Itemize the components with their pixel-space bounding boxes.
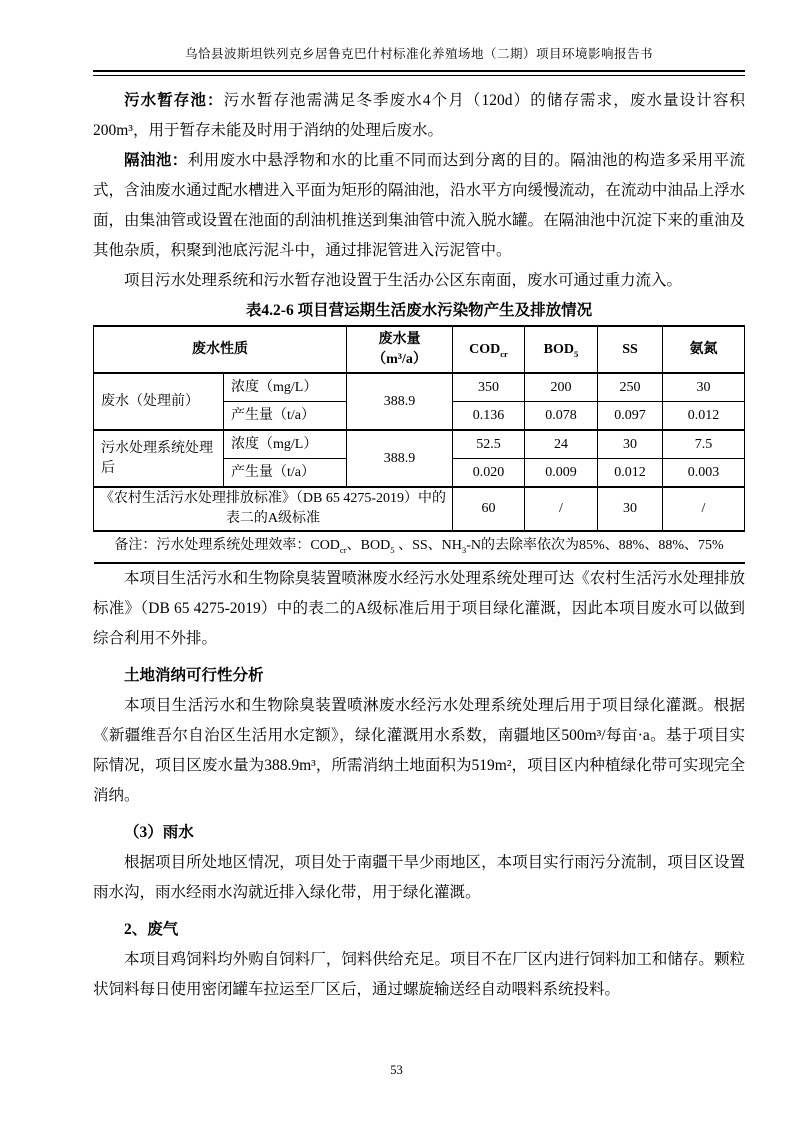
header-cell-ss: SS	[598, 326, 663, 373]
cell-standard-label: 《农村生活污水处理排放标准》（DB 65 4275-2019）中的表二的A级标准	[94, 487, 453, 531]
header-cell-cod	[453, 326, 525, 373]
cell-value: 0.012	[598, 459, 663, 488]
header-title: 乌恰县波斯坦铁列克乡居鲁克巴什村标准化养殖场地（二期）项目环境影响报告书	[184, 47, 653, 61]
header-cell-bod	[525, 326, 598, 373]
bod-subscript: 5	[574, 348, 579, 359]
header-volume-line1: 废水量	[378, 331, 421, 347]
table-title: 表4.2-6 项目营运期生活废水污染物产生及排放情况	[245, 302, 593, 319]
remark-subscript: cr	[339, 544, 347, 555]
header-cell-property: 废水性质	[94, 326, 347, 373]
cell-value: /	[525, 487, 598, 531]
cell-after-label: 污水处理系统处理后	[94, 430, 224, 487]
cell-concentration-label: 浓度（mg/L）	[224, 430, 347, 459]
paragraph-lead-label: 隔油池：	[124, 152, 188, 169]
paragraph-text: 项目污水处理系统和污水暂存池设置于生活办公区东南面，废水可通过重力流入。	[124, 272, 683, 289]
cell-value: 0.003	[663, 459, 745, 488]
paragraph-waste-gas	[93, 945, 745, 1005]
wastewater-pollutant-table	[93, 325, 745, 564]
cell-before-label: 废水（处理前）	[94, 373, 224, 430]
cod-label: COD	[469, 341, 501, 357]
cell-value: 250	[598, 373, 663, 402]
page-content	[0, 76, 793, 1005]
remark-subscript: 5	[390, 544, 395, 555]
page-number: 53	[390, 1063, 403, 1077]
cell-value: 0.078	[525, 402, 598, 431]
cell-value: 52.5	[453, 430, 525, 459]
paragraph-text: 利用废水中悬浮物和水的比重不同而达到分离的目的。隔油池的构造多采用平流式，含油废水通过配水槽进入平面为矩形的隔油池，沿水平方向缓慢流动，在流动中油品上浮水面，由集油管或设置在池面的刮油机推送到集油管中流入脱水罐。在隔油池中沉淀下来的重油及其他杂质，积聚到池底污泥斗中，通过排泥管进入污泥管中。	[93, 152, 745, 259]
remark-text: 、SS、NH	[394, 538, 462, 553]
cell-value: 350	[453, 373, 525, 402]
cell-amount-label: 产生量（t/a）	[224, 402, 347, 431]
header-cell-volume	[347, 326, 453, 373]
paragraph-system-location	[93, 266, 745, 296]
cell-value: 0.020	[453, 459, 525, 488]
paragraph-sewage-storage-pool	[93, 86, 745, 146]
table-row-standard	[94, 487, 745, 531]
cell-value: 30	[598, 430, 663, 459]
paragraph-text: 本项目鸡饲料均外购自饲料厂，饲料供给充足。项目不在厂区内进行饲料加工和储存。颗粒状饲料每日使用密闭罐车拉运至厂区后，通过螺旋输送经自动喂料系统投料。	[93, 951, 745, 998]
paragraph-oil-separator	[93, 146, 745, 266]
cell-value: 0.136	[453, 402, 525, 431]
paragraph-lead-label: 污水暂存池：	[124, 92, 224, 109]
paragraph-text: 本项目生活污水和生物除臭装置喷淋废水经污水处理系统处理可达《农村生活污水处理排放标准》（DB 65 4275-2019）中的表二的A级标准后用于项目绿化灌溉，因此本项目废水可以做到综合利用不外排。	[93, 570, 745, 647]
cell-value: 30	[598, 487, 663, 531]
cell-remark	[94, 531, 745, 563]
bod-label: BOD	[543, 341, 574, 357]
cell-before-volume: 388.9	[347, 373, 453, 430]
paragraph-reuse-conclusion	[93, 564, 745, 654]
remark-text: -N的去除率依次为85%、88%、88%、75%	[466, 538, 724, 553]
table-row-before-concentration	[94, 373, 745, 402]
cell-value: 200	[525, 373, 598, 402]
cell-value: 0.009	[525, 459, 598, 488]
table-header-row	[94, 326, 745, 373]
cell-value: 0.097	[598, 402, 663, 431]
cell-concentration-label: 浓度（mg/L）	[224, 373, 347, 402]
cell-after-volume: 388.9	[347, 430, 453, 487]
heading-land-absorption: 土地消纳可行性分析	[124, 667, 264, 684]
paragraph-text: 污水暂存池需满足冬季废水4个月（120d）的储存需求，废水量设计容积200m³，用于暂存未能及时用于消纳的处理后废水。	[93, 92, 745, 139]
cell-value: 60	[453, 487, 525, 531]
paragraph-rainwater	[93, 848, 745, 908]
cod-subscript: cr	[500, 348, 508, 359]
table-row-after-concentration	[94, 430, 745, 459]
table-row-remark	[94, 531, 745, 563]
remark-subscript: 3	[461, 544, 467, 555]
header-volume-line2: （m³/a）	[372, 351, 427, 367]
header-cell-ammonia: 氨氮	[663, 326, 745, 373]
cell-value: 24	[525, 430, 598, 459]
paragraph-land-absorption	[93, 691, 745, 811]
cell-value: /	[663, 487, 745, 531]
cell-value: 30	[663, 373, 745, 402]
page-footer	[0, 1063, 793, 1122]
heading-waste-gas: 2、废气	[124, 921, 179, 938]
page-header	[0, 0, 793, 76]
paragraph-text: 根据项目所处地区情况，项目处于南疆干旱少雨地区，本项目实行雨污分流制，项目区设置雨水沟，雨水经雨水沟就近排入绿化带，用于绿化灌溉。	[93, 854, 745, 901]
cell-value: 7.5	[663, 430, 745, 459]
cell-amount-label: 产生量（t/a）	[224, 459, 347, 488]
remark-text: 备注：污水处理系统处理效率：COD	[114, 538, 340, 553]
cell-value: 0.012	[663, 402, 745, 431]
remark-text: 、BOD	[346, 538, 391, 553]
heading-rainwater: （3）雨水	[124, 824, 194, 841]
paragraph-text: 本项目生活污水和生物除臭装置喷淋废水经污水处理系统处理后用于项目绿化灌溉。根据《新疆维吾尔自治区生活用水定额》，绿化灌溉用水系数，南疆地区500m³/每亩·a。基于项目实际情况，项目区废水量为388.9m³，所需消纳土地面积为519m²，项目区内种植绿化带可实现完全消纳。	[93, 697, 745, 804]
